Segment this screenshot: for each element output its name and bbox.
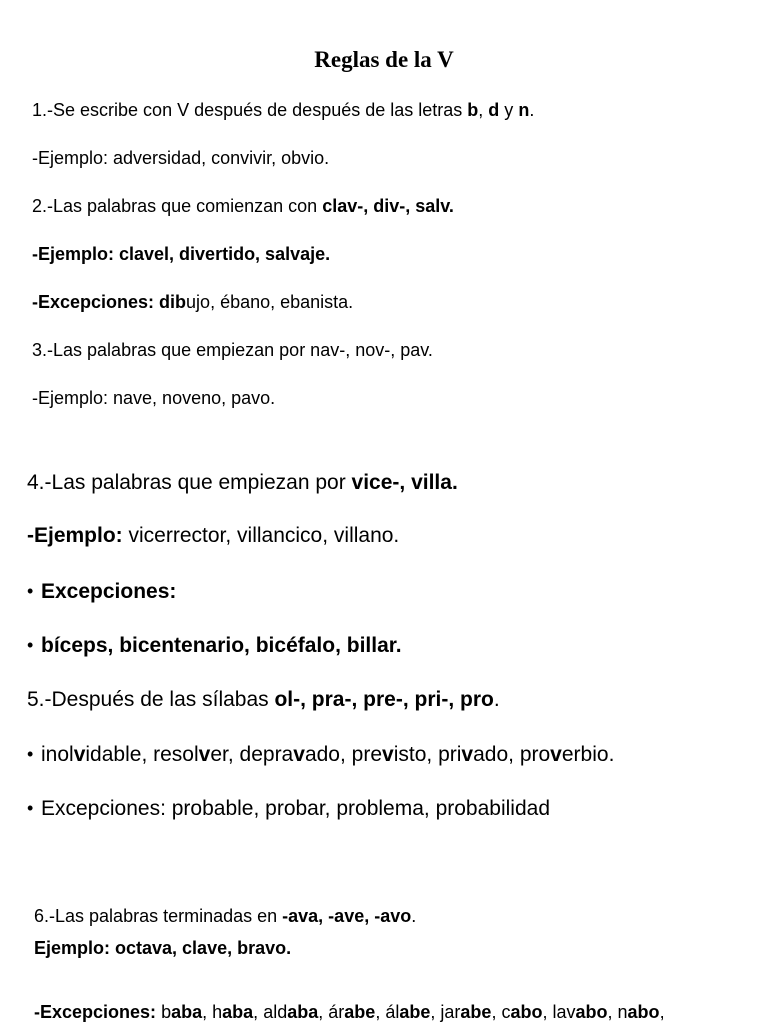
word-highlight: v: [73, 743, 86, 766]
rule-6-exceptions: -Excepciones: baba, haba, aldaba, árabe, álabe, jarabe, cabo, lavabo, nabo,: [34, 1002, 665, 1022]
rule-2-number: 2.-: [32, 196, 54, 216]
rule-4-exception-words: [27, 631, 402, 660]
rule-5-number: 5.-: [27, 688, 52, 711]
rule-6-endings: -ava, -ave, -avo: [282, 906, 412, 926]
word: ár: [328, 1002, 345, 1022]
rule-2: [32, 194, 454, 218]
bullet-icon: •: [27, 581, 34, 601]
rule-3-example: -Ejemplo: nave, noveno, pavo.: [32, 388, 276, 408]
rule-2-exceptions: [32, 290, 353, 314]
word: inol: [41, 743, 74, 766]
word: b: [161, 1002, 172, 1022]
rule-5-end: .: [493, 688, 500, 711]
rule-4-prefixes: vice-, villa.: [351, 471, 458, 494]
rule-3-text: Las palabras que empiezan por nav-, nov-, pav.: [53, 340, 433, 360]
word: isto: [393, 743, 427, 766]
word-highlight: abo: [510, 1002, 543, 1022]
rule-4-example-label: -Ejemplo:: [27, 524, 123, 547]
word: n: [617, 1002, 628, 1022]
rule-2-exceptions-bold: dib: [159, 292, 187, 312]
word-highlight: abo: [575, 1002, 608, 1022]
word: depra: [239, 743, 294, 766]
rule-5-syllables: ol-, pra-, pre-, pri-, pro: [274, 688, 494, 711]
rule-6-end: .: [411, 906, 417, 926]
word-highlight: v: [293, 743, 305, 766]
word: pro: [519, 743, 551, 766]
word-highlight: aba: [287, 1002, 319, 1022]
rule-2-example: -Ejemplo: clavel, divertido, salvaje.: [32, 244, 331, 264]
rule-1-number: 1.-: [32, 100, 54, 120]
word-highlight: aba: [222, 1002, 254, 1022]
page-title: Reglas de la V: [314, 47, 454, 72]
word-highlight: v: [382, 743, 394, 766]
rule-3: [32, 338, 433, 362]
word-highlight: aba: [171, 1002, 203, 1022]
rule-6-exceptions-label: -Excepciones:: [34, 1002, 157, 1022]
bullet-icon: •: [27, 635, 34, 655]
rule-1-example: -Ejemplo: adversidad, convivir, obvio.: [32, 148, 330, 168]
word: erbio: [561, 743, 609, 766]
rule-5: [27, 686, 500, 714]
word: ado: [473, 743, 509, 766]
rule-1-text: Se escribe con V después de después de las letras: [53, 100, 468, 120]
word-highlight: v: [198, 743, 211, 766]
word: ál: [385, 1002, 400, 1022]
word-highlight: abo: [627, 1002, 660, 1022]
word-highlight: v: [550, 743, 562, 766]
word: er: [210, 743, 228, 766]
rule-4-text: Las palabras que empiezan por: [51, 471, 352, 494]
rule-4-exceptions: [27, 577, 176, 606]
rule-1-letter-n: n: [518, 100, 530, 120]
bullet-icon: •: [27, 798, 34, 818]
word: idable: [85, 743, 142, 766]
rule-1-letter-d: d: [488, 100, 500, 120]
rule-2-prefixes: clav-, div-, salv.: [322, 196, 454, 216]
word: jar: [440, 1002, 461, 1022]
rule-1: [32, 98, 534, 122]
word: pre: [351, 743, 383, 766]
word: ado: [304, 743, 340, 766]
rule-4-example-words: vicerrector, villancico, villano.: [122, 524, 400, 547]
word: c: [501, 1002, 511, 1022]
rule-6-example: Ejemplo: octava, clave, bravo.: [34, 938, 292, 958]
rule-5-exceptions-text: Excepciones: probable, probar, problema, probabilidad: [41, 797, 550, 820]
rule-1-sep-2: y: [499, 100, 519, 120]
word-highlight: v: [461, 743, 474, 766]
word: lav: [552, 1002, 576, 1022]
rule-4: [27, 469, 458, 497]
rule-6-text: Las palabras terminadas en: [55, 906, 283, 926]
rule-4-example: [27, 522, 399, 550]
rule-1-sep-1: ,: [478, 100, 489, 120]
word: h: [212, 1002, 223, 1022]
rule-2-exceptions-rest: ujo, ébano, ebanista.: [186, 292, 354, 312]
rule-2-text: Las palabras que comienzan con: [53, 196, 323, 216]
rule-6-number: 6.-: [34, 906, 56, 926]
bullet-icon: •: [27, 744, 34, 764]
rule-1-letter-b: b: [467, 100, 479, 120]
rule-4-exception-list: bíceps, bicentenario, bicéfalo, billar.: [41, 634, 402, 657]
rule-4-number: 4.-: [27, 471, 52, 494]
rule-5-examples: • inolvidable, resolver, depravado, previsto, privado, proverbio.: [27, 740, 614, 769]
word-highlight: abe: [399, 1002, 431, 1022]
rule-6: [34, 904, 416, 928]
word-highlight: abe: [460, 1002, 492, 1022]
rule-2-exceptions-label: -Excepciones:: [32, 292, 160, 312]
rule-4-exceptions-label: Excepciones:: [41, 580, 177, 603]
rule-3-number: 3.-: [32, 340, 54, 360]
word-highlight: abe: [344, 1002, 376, 1022]
rule-5-text: Después de las sílabas: [51, 688, 275, 711]
word: ald: [263, 1002, 288, 1022]
word: pri: [438, 743, 462, 766]
word: resol: [153, 743, 199, 766]
rule-1-end: .: [529, 100, 535, 120]
rule-5-exceptions: [27, 794, 550, 823]
